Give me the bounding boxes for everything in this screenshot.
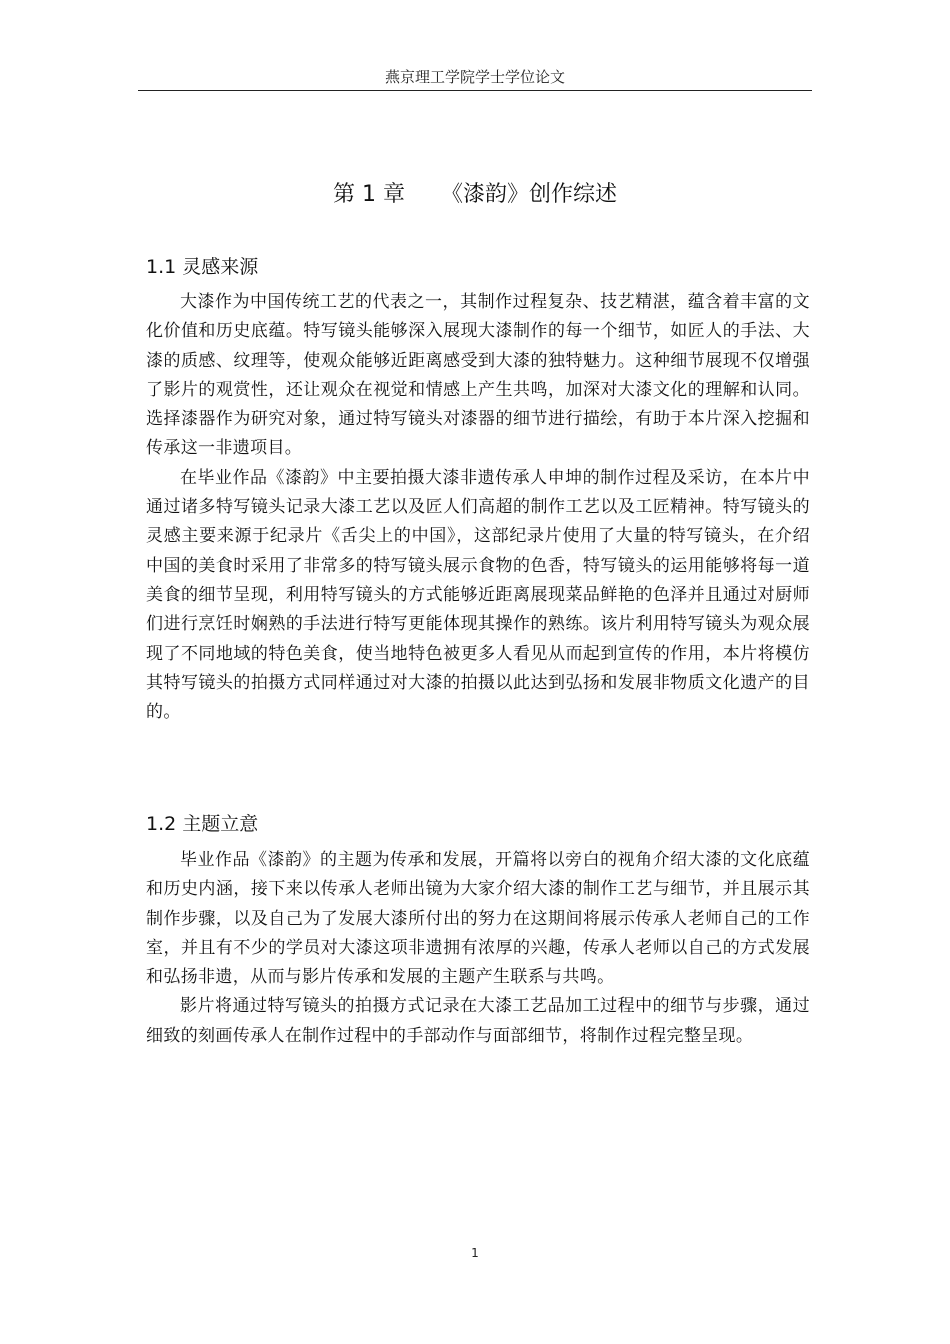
section-body-1-2 [146,846,810,1051]
running-header: 燕京理工学院学士学位论文 [384,68,565,86]
paragraph: 大漆作为中国传统工艺的代表之一，其制作过程复杂、技艺精湛，蕴含着丰富的文化价值和历史底蕴。特写镜头能够深入展现大漆制作的每一个细节，如匠人的手法、大漆的质感、纹理等，使观众能够近距离感受到大漆的独特魅力。这种细节展现不仅增强了影片的观赏性，还让观众在视觉和情感上产生共鸣，加深对大漆文化的理解和认同。选择漆器作为研究对象，通过特写镜头对漆器的细节进行描绘，有助于本片深入挖掘和传承这一非遗项目。 [146,292,810,459]
section-heading-1-1: 1.1 灵感来源 [146,256,259,278]
section-body-1-1 [146,288,810,727]
header-rule [138,90,812,91]
paragraph: 影片将通过特写镜头的拍摄方式记录在大漆工艺品加工过程中的细节与步骤，通过细致的刻画传承人在制作过程中的手部动作与面部细节，将制作过程完整呈现。 [146,996,810,1046]
section-heading-1-2: 1.2 主题立意 [146,813,259,835]
chapter-number: 第 1 章 [333,182,405,207]
paragraph: 在毕业作品《漆韵》中主要拍摄大漆非遗传承人申坤的制作过程及采访，在本片中通过诸多特写镜头记录大漆工艺以及匠人们高超的制作工艺以及工匠精神。特写镜头的灵感主要来源于纪录片《舌尖上的中国》，这部纪录片使用了大量的特写镜头，在介绍中国的美食时采用了非常多的特写镜头展示食物的色香，特写镜头的运用能够将每一道美食的细节呈现，利用特写镜头的方式能够近距离展现菜品鲜艳的色泽并且通过对厨师们进行烹饪时娴熟的手法进行特写更能体现其操作的熟练。该片利用特写镜头为观众展现了不同地域的特色美食，使当地特色被更多人看见从而起到宣传的作用，本片将模仿其特写镜头的拍摄方式同样通过对大漆的拍摄以此达到弘扬和发展非物质文化遗产的目的。 [146,467,810,723]
page-number: 1 [471,1246,479,1260]
paragraph: 毕业作品《漆韵》的主题为传承和发展，开篇将以旁白的视角介绍大漆的文化底蕴和历史内涵，接下来以传承人老师出镜为大家介绍大漆的制作工艺与细节，并且展示其制作步骤，以及自己为了发展大漆所付出的努力在这期间将展示传承人老师自己的工作室，并且有不少的学员对大漆这项非遗拥有浓厚的兴趣，传承人老师以自己的方式发展和弘扬非遗，从而与影片传承和发展的主题产生联系与共鸣。 [146,850,810,988]
chapter-name: 《漆韵》创作综述 [440,182,617,207]
chapter-title [138,178,812,212]
